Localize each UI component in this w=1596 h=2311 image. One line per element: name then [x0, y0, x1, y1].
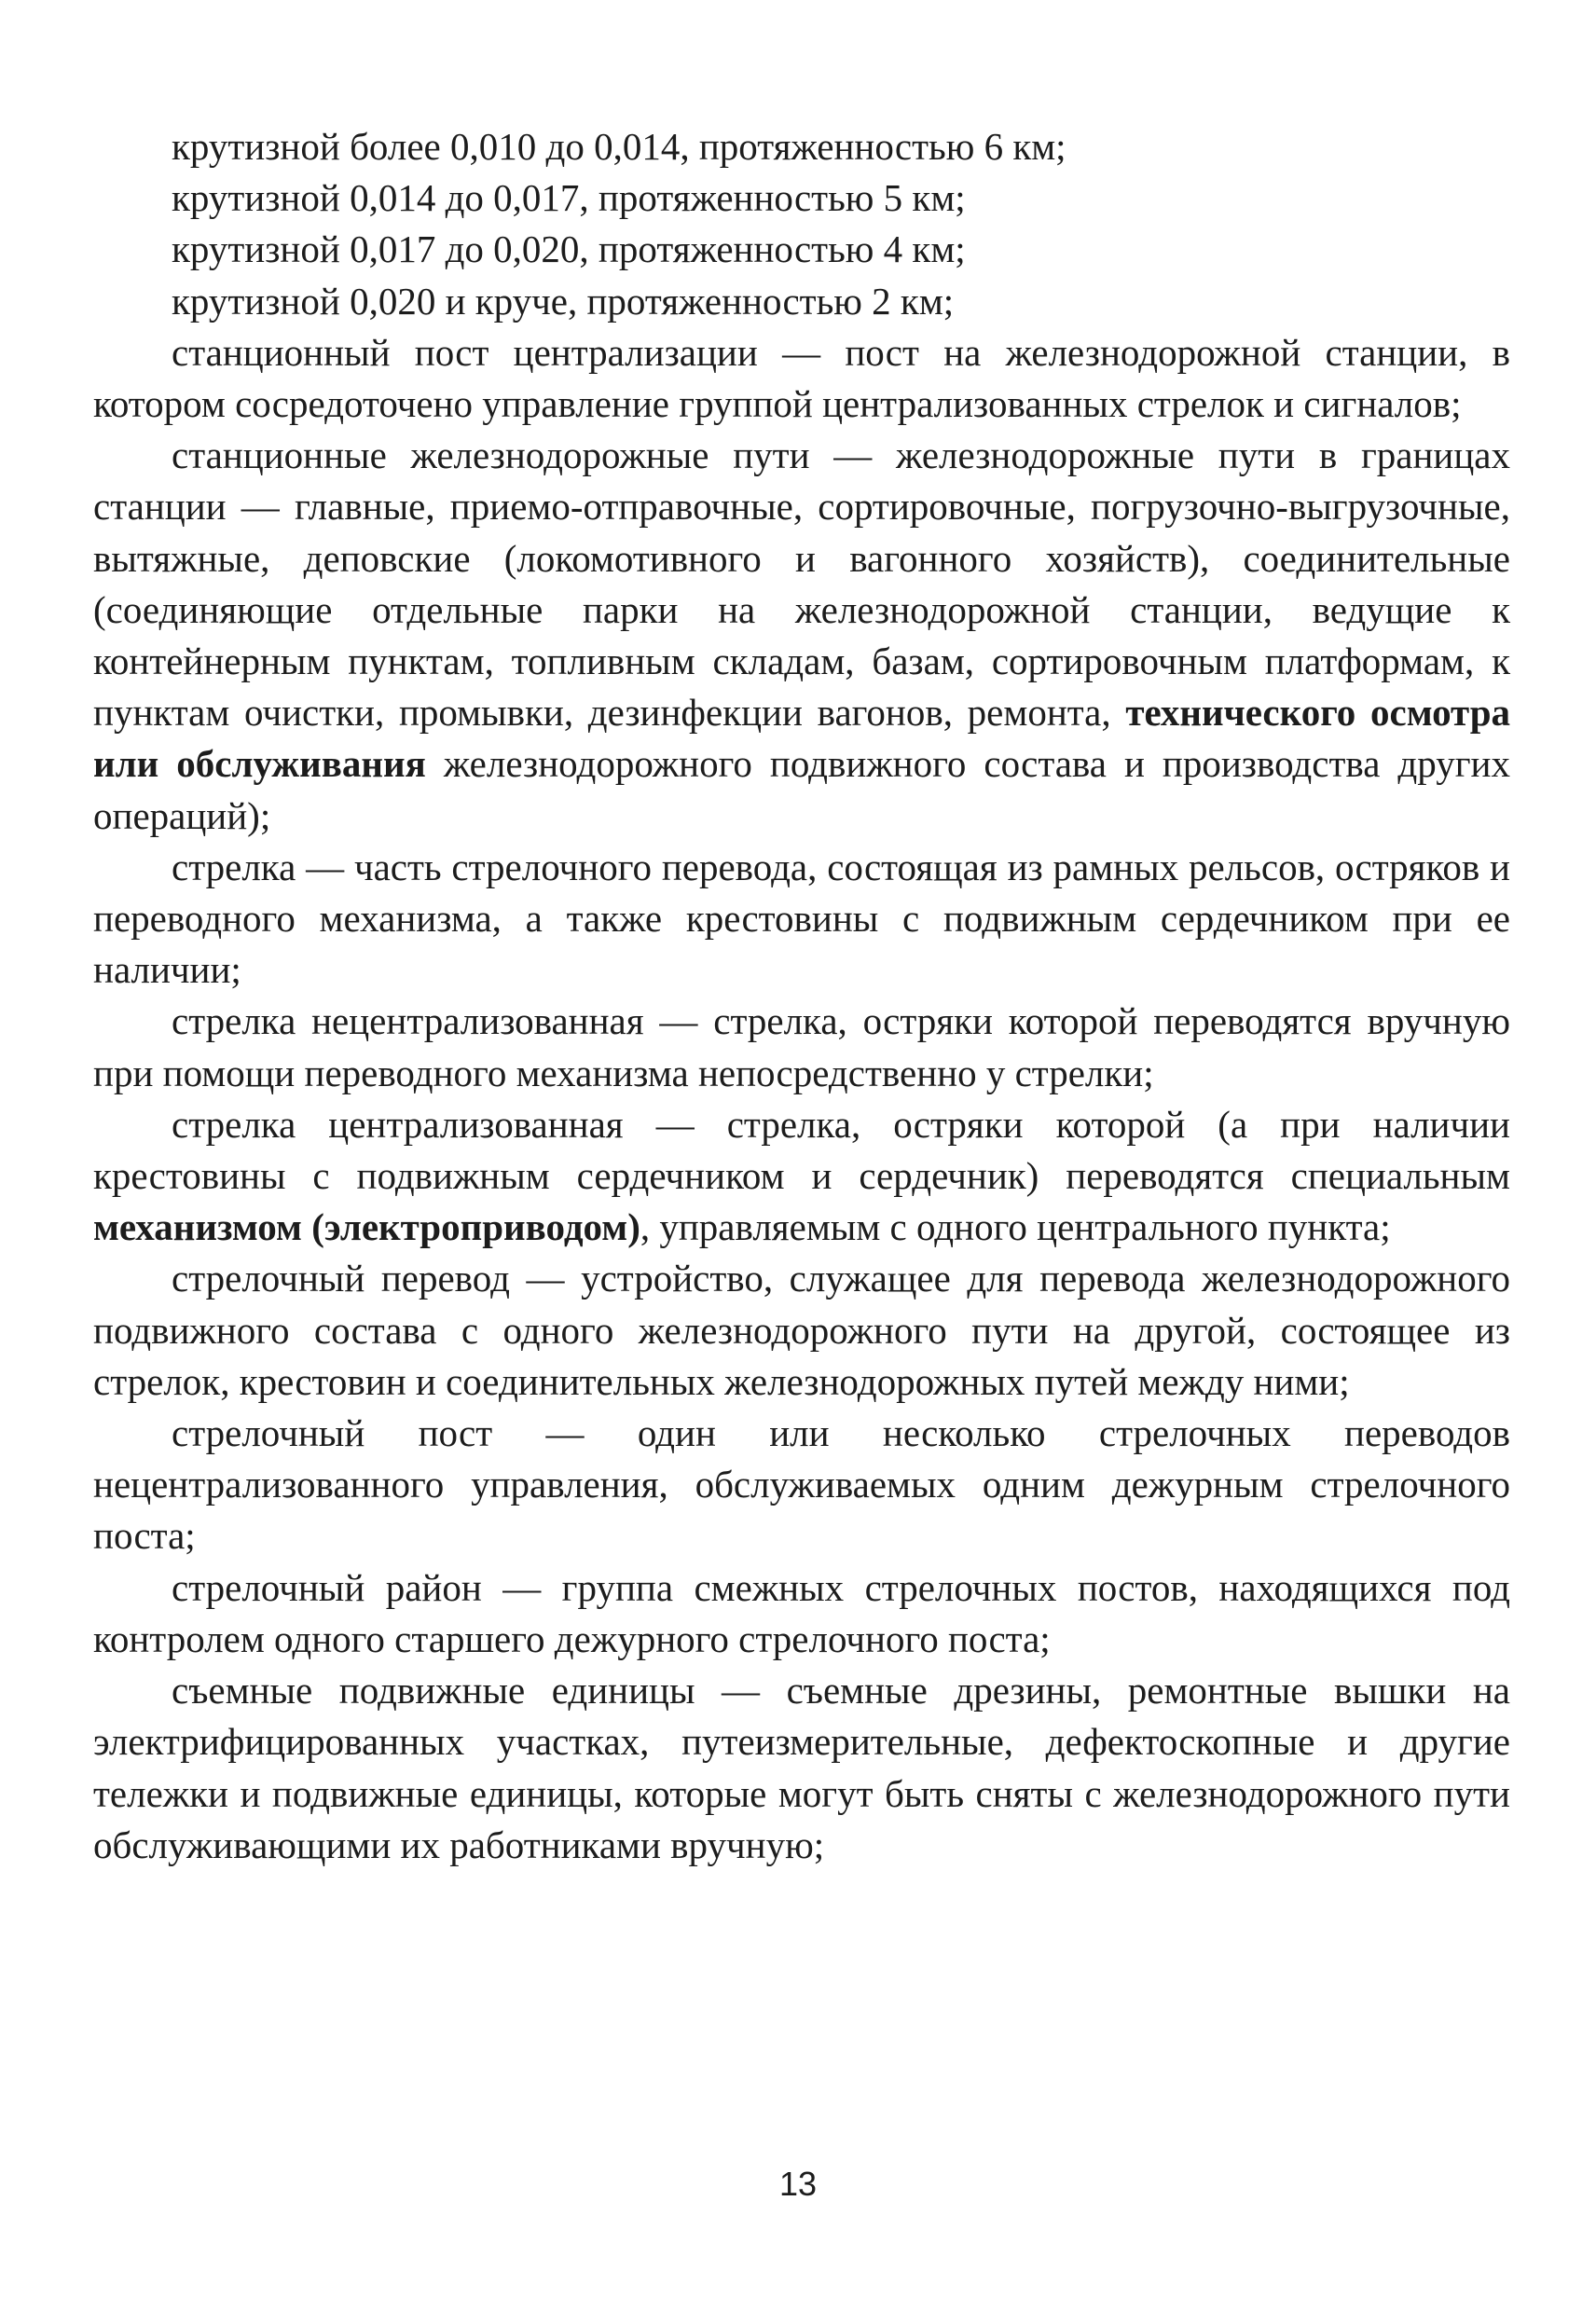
- paragraph-slope-3: [93, 224, 1510, 275]
- paragraph-removable-units: [93, 1665, 1510, 1871]
- paragraph-text: стрелочный пост — один или несколько стрелочных переводов нецентрализованного управления, обслуживаемых одним дежурным стрелочного поста;: [93, 1411, 1510, 1558]
- paragraph-text: стрелка централизованная — стрелка, остряки которой (а при наличии крестовины с подвижным сердечником и сердечник) переводятся специальным: [93, 1102, 1510, 1198]
- paragraph-text: станционный пост централизации — пост на железнодорожной станции, в котором сосредоточено управление группой централизованных стрелок и сигналов;: [93, 330, 1510, 426]
- paragraph-text: крутизной 0,017 до 0,020, протяженностью 4 км;: [172, 227, 966, 271]
- paragraph-switch-district: [93, 1562, 1510, 1665]
- paragraph-switch: [93, 842, 1510, 997]
- paragraph-text: крутизной 0,020 и круче, протяженностью 2 км;: [172, 279, 955, 323]
- paragraph-switch-manual: [93, 996, 1510, 1098]
- paragraph-text: стрелка — часть стрелочного перевода, состоящая из рамных рельсов, остряков и переводного механизма, а также крестовины с подвижным сердечником при ее наличии;: [93, 845, 1510, 992]
- paragraph-text: , управляемым с одного центрального пункта;: [640, 1205, 1391, 1249]
- page-body: [93, 121, 1510, 1871]
- paragraph-text: стрелочный район — группа смежных стрелочных постов, находящихся под контролем одного старшего дежурного стрелочного поста;: [93, 1565, 1510, 1660]
- paragraph-station-post: [93, 327, 1510, 430]
- paragraph-text: крутизной 0,014 до 0,017, протяженностью 5 км;: [172, 176, 966, 220]
- paragraph-slope-2: [93, 172, 1510, 224]
- paragraph-switch-central: [93, 1099, 1510, 1254]
- paragraph-bold-text: механизмом (электроприводом): [93, 1205, 640, 1249]
- paragraph-turnout: [93, 1253, 1510, 1408]
- paragraph-text: крутизной более 0,010 до 0,014, протяженностью 6 км;: [172, 125, 1066, 168]
- paragraph-slope-1: [93, 121, 1510, 172]
- paragraph-station-tracks: [93, 430, 1510, 842]
- paragraph-text: станционные железнодорожные пути — железнодорожные пути в границах станции — главные, приемо-отправочные, сортировочные, погрузочно-выгрузочные, вытяжные, деповские (локомотивного и вагонного хозяйств), соединительные (соединяющие отдельные парки на железнодорожной станции, ведущие к контейнерным пунктам, топливным складам, базам, сортировочным платформам, к пунктам очистки, промывки, дезинфекции вагонов, ремонта,: [93, 433, 1510, 735]
- paragraph-text: стрелка нецентрализованная — стрелка, остряки которой переводятся вручную при помощи переводного механизма непосредственно у стрелки;: [93, 999, 1510, 1094]
- paragraph-text: стрелочный перевод — устройство, служащее для перевода железнодорожного подвижного состава с одного железнодорожного пути на другой, состоящее из стрелок, крестовин и соединительных железнодорожных путей между ними;: [93, 1257, 1510, 1403]
- paragraph-text: железнодорожного подвижного состава и производства других операций);: [93, 742, 1510, 837]
- page-number: 13: [778, 2165, 818, 2203]
- paragraph-switch-post: [93, 1408, 1510, 1562]
- paragraph-slope-4: [93, 276, 1510, 327]
- paragraph-text: съемные подвижные единицы — съемные дрезины, ремонтные вышки на электрифицированных участках, путеизмерительные, дефектоскопные и другие тележки и подвижные единицы, которые могут быть сняты с железнодорожного пути обслуживающими их работниками вручную;: [93, 1669, 1510, 1866]
- paragraph-bold-text: технического осмотра или обслуживания: [93, 691, 1510, 786]
